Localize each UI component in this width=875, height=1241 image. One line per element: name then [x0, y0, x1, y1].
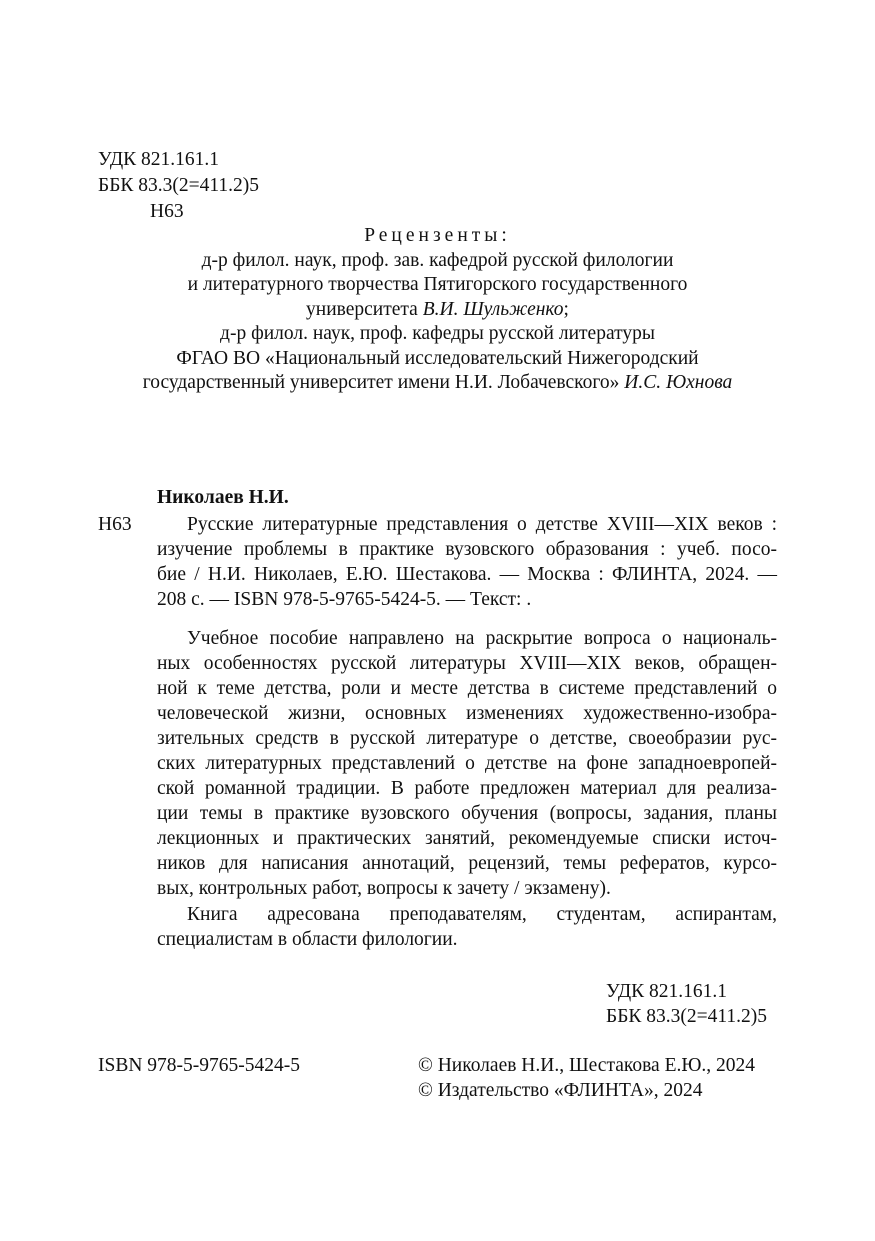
- annotation-audience-line: Книга адресована преподавателям, студентам, аспирантам,: [187, 904, 777, 925]
- annotation-line: ных особенностях русской литературы XVIII—XIX веков, обращен-: [157, 653, 777, 674]
- reviewer-1-line-2: и литературного творчества Пятигорского государственного: [187, 274, 688, 295]
- annotation-line: ской романной традиции. В работе предложен материал для реализа-: [157, 778, 777, 799]
- catalog-line-1: Русские литературные представления о детстве XVIII—XIX веков :: [187, 514, 777, 535]
- bbk-code-bottom: ББК 83.3(2=411.2)5: [606, 1006, 768, 1027]
- reviewers-heading: Рецензенты:: [364, 225, 511, 246]
- annotation-line: Учебное пособие направлено на раскрытие вопроса о националь-: [187, 628, 777, 649]
- annotation-line: ских литературных представлений о детстве на фоне западноевропей-: [157, 753, 777, 774]
- copyright-authors: © Николаев Н.И., Шестакова Е.Ю., 2024: [418, 1055, 756, 1076]
- bbk-code-top: ББК 83.3(2=411.2)5: [98, 175, 260, 196]
- annotation-line: ной к теме детства, роли и месте детства в системе представлений о: [157, 678, 777, 699]
- annotation-line: ции темы в практике вузовского обучения (вопросы, задания, планы: [157, 803, 777, 824]
- reviewer-1-punct: ;: [563, 299, 569, 320]
- udk-code-bottom: УДК 821.161.1: [606, 981, 728, 1002]
- reviewer-2-line-1: д-р филол. наук, проф. кафедры русской литературы: [220, 323, 655, 344]
- annotation-line: человеческой жизни, основных изменениях художественно-изобра-: [157, 703, 777, 724]
- catalog-author-mark: Н63: [98, 514, 132, 535]
- author-mark-top: Н63: [150, 201, 184, 222]
- reviewer-2-line-3: [0, 371, 875, 395]
- isbn-number: ISBN 978-5-9765-5424-5: [98, 1055, 301, 1076]
- annotation-line: ников для написания аннотаций, рецензий, темы рефератов, курсо-: [157, 853, 777, 874]
- reviewer-1-line-1: д-р филол. наук, проф. зав. кафедрой русской филологии: [201, 250, 674, 271]
- reviewer-2-name: И.С. Юхнова: [624, 372, 733, 393]
- catalog-line-4: 208 с. — ISBN 978-5-9765-5424-5. — Текст: .: [157, 589, 532, 610]
- udk-code-top: УДК 821.161.1: [98, 149, 220, 170]
- annotation-line: вых, контрольных работ, вопросы к зачету / экзамену).: [157, 878, 611, 899]
- copyright-publisher: © Издательство «ФЛИНТА», 2024: [418, 1080, 703, 1101]
- catalog-author: Николаев Н.И.: [157, 487, 289, 508]
- catalog-line-2: изучение проблемы в практике вузовского образования : учеб. посо-: [157, 539, 777, 560]
- annotation-line: зительных средств в русской литературе о детстве, своеобразии рус-: [157, 728, 777, 749]
- reviewer-1-affiliation-end: университета: [306, 299, 423, 320]
- reviewer-2-line-2: ФГАО ВО «Национальный исследовательский Нижегородский: [176, 348, 699, 369]
- catalog-line-3: бие / Н.И. Николаев, Е.Ю. Шестакова. — Москва : ФЛИНТА, 2024. —: [157, 564, 777, 585]
- reviewer-1-line-3: [0, 298, 875, 322]
- annotation-audience-line: специалистам в области филологии.: [157, 929, 458, 950]
- annotation-line: лекционных и практических занятий, рекомендуемые списки источ-: [157, 828, 777, 849]
- reviewer-1-name: В.И. Шульженко: [422, 299, 564, 320]
- reviewer-2-affiliation-end: государственный университет имени Н.И. Лобачевского»: [142, 372, 625, 393]
